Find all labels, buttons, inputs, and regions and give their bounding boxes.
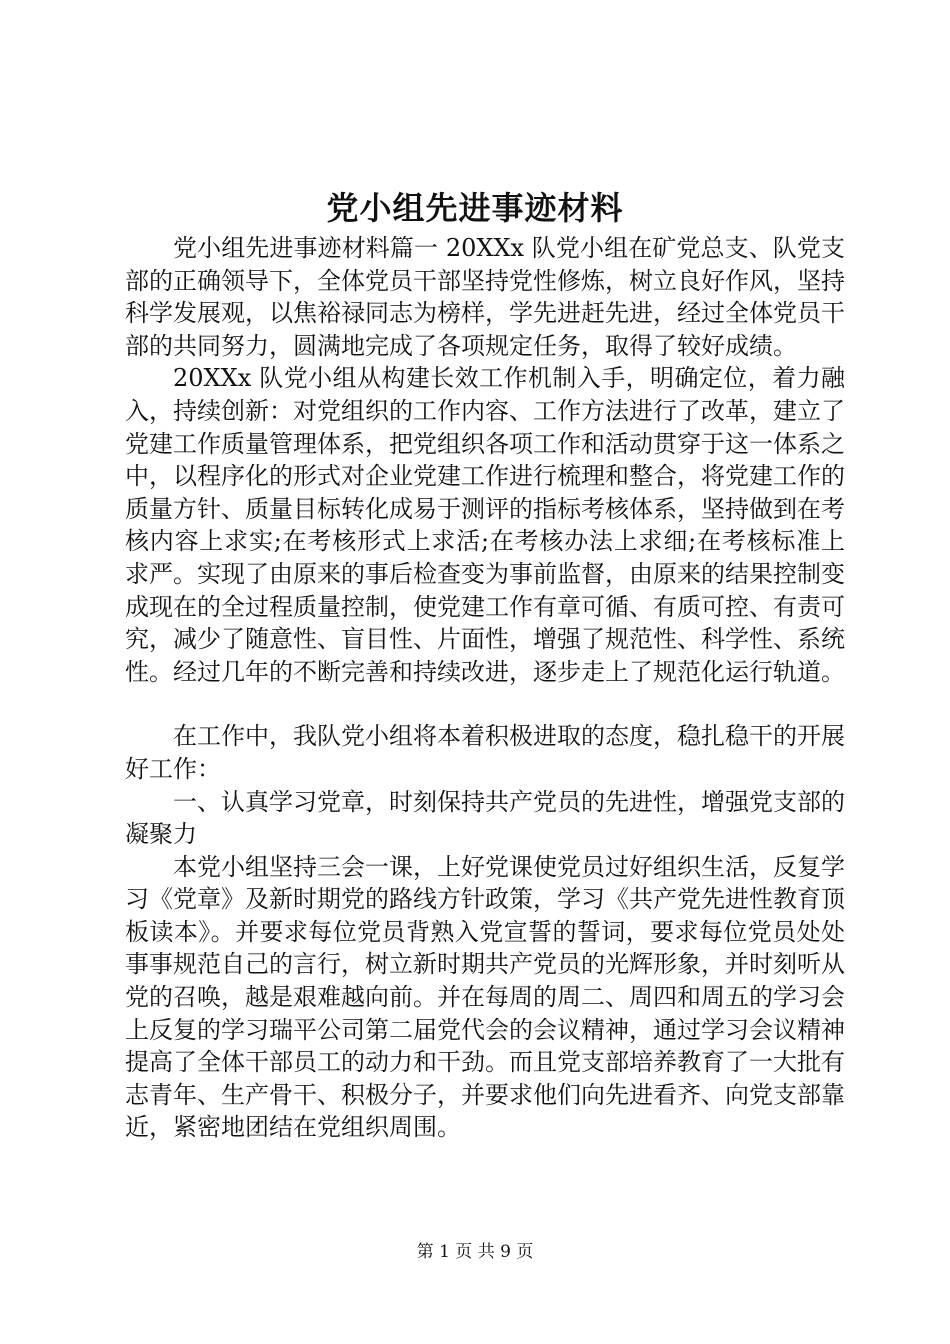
- document-title: 党小组先进事迹材料: [326, 189, 624, 227]
- paragraph-study: 本党小组坚持三会一课，上好党课使党员过好组织生活，反复学习《党章》及新时期党的路线方针政策，学习《共产党先进性教育顶板读本》。并要求每位党员背熟入党宣誓的誓词，要求每位党员处处事事规范自己的言行，树立新时期共产党员的光辉形象，并时刻听从党的召唤，越是艰难越向前。并在每周的周二、周四和周五的学习会上反复的学习瑞平公司第二届党代会的会议精神，通过学习会议精神提高了全体干部员工的动力和干劲。而且党支部培养教育了一大批有志青年、生产骨干、积极分子，并要求他们向先进看齐、向党支部靠近，紧密地团结在党组织周围。: [125, 852, 845, 1142]
- paragraph-work-attitude: 在工作中，我队党小组将本着积极进取的态度，稳扎稳干的开展好工作：: [125, 722, 845, 783]
- document-body: [125, 232, 845, 1144]
- page-footer: 第 1 页 共 9 页: [416, 1242, 534, 1262]
- paragraph-spacer: [125, 688, 845, 720]
- paragraph-intro: 党小组先进事迹材料篇一 20XXx 队党小组在矿党总支、队党支部的正确领导下，全体党员干部坚持党性修炼，树立良好作风，坚持科学发展观，以焦裕禄同志为榜样，学先进赶先进，经过全体党员干部的共同努力，圆满地完成了各项规定任务，取得了较好成绩。: [125, 234, 845, 360]
- paragraph-mechanism: 20XXx 队党小组从构建长效工作机制入手，明确定位，着力融入，持续创新：对党组织的工作内容、工作方法进行了改革，建立了党建工作质量管理体系，把党组织各项工作和活动贯穿于这一体系之中，以程序化的形式对企业党建工作进行梳理和整合，将党建工作的质量方针、质量目标转化成易于测评的指标考核体系，坚持做到在考核内容上求实;在考核形式上求活;在考核办法上求细;在考核标准上求严。实现了由原来的事后检查变为事前监督，由原来的结果控制变成现在的全过程质量控制，使党建工作有章可循、有质可控、有责可究，减少了随意性、盲目性、片面性，增强了规范性、科学性、系统性。经过几年的不断完善和持续改进，逐步走上了规范化运行轨道。: [125, 364, 845, 686]
- section-heading-1: 一、认真学习党章，时刻保持共产党员的先进性，增强党支部的凝聚力: [125, 787, 845, 849]
